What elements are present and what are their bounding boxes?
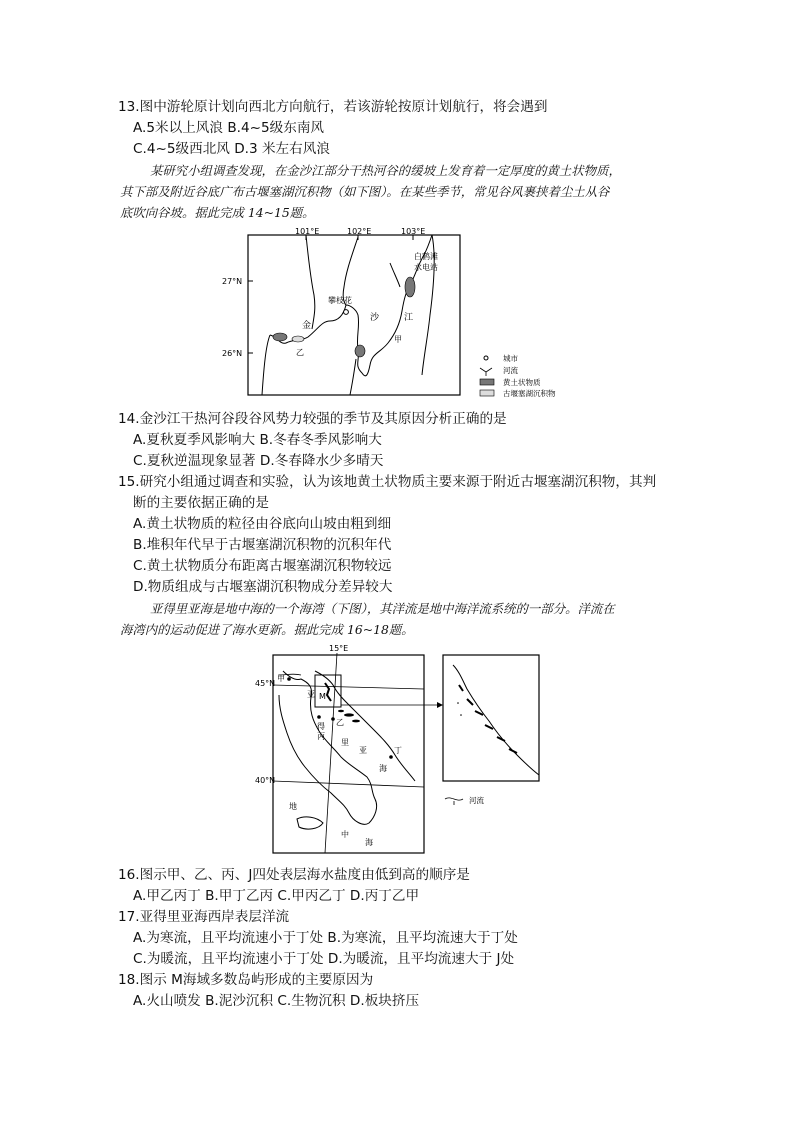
point-ding-icon: [389, 755, 393, 759]
q14-stem: 14.金沙江干热河谷段谷风势力较强的季节及其原因分析正确的是: [118, 411, 507, 427]
label-yi: 乙: [296, 348, 304, 357]
label-de: 得: [317, 722, 325, 731]
q13-options-cd: C.4~5级西北风 D.3 米左右风浪: [133, 141, 330, 157]
tributary-river-5: [262, 335, 270, 395]
intro2-line1: 亚得里亚海是地中海的一个海湾（下图），其洋流是地中海洋流系统的一部分。洋流在: [150, 601, 615, 616]
point-jia-icon: [287, 677, 291, 681]
island: [338, 710, 344, 712]
lon-102: 102°E: [347, 227, 372, 236]
intro1-line1: 某研究小组调查发现，在金沙江部分干热河谷的缓坡上发育着一定厚度的黄土状物质，: [150, 163, 621, 178]
label-ding: 丁: [394, 746, 402, 755]
q13-options-ab: A.5米以上风浪 B.4~5级东南风: [133, 120, 325, 136]
q15-stem: 15.研究小组通过调查和实验，认为该地黄土状物质主要来源于附近古堰塞湖沉积物，其判: [118, 474, 657, 490]
legend-river-icon: [480, 368, 492, 376]
parallel-45: [273, 685, 424, 689]
legend-river: 河流: [469, 796, 484, 805]
label-di: 地: [289, 802, 297, 811]
label-M: M: [319, 692, 326, 701]
label-ya: 亚: [307, 690, 315, 699]
tributary-river-6: [350, 359, 356, 395]
tributary-river-1: [306, 235, 315, 329]
q14-options-ab: A.夏秋夏季风影响大 B.冬春冬季风影响大: [133, 432, 382, 448]
lat-26: 26°N: [222, 349, 243, 358]
label-hai2: 海: [365, 838, 373, 847]
q17-stem: 17.亚得里亚海西岸表层洋流: [118, 909, 290, 925]
q15-option-a: A.黄土状物质的粒径由谷底向山坡由粗到细: [133, 516, 392, 532]
legend-loess-icon: [480, 379, 494, 385]
island: [344, 713, 354, 716]
intro1-line2: 其下部及附近谷底广布古堰塞湖沉积物（如下图）。在某些季节，常见谷风裹挟着尘土从谷: [120, 184, 610, 199]
island: [352, 720, 360, 723]
legend-river: 河流: [503, 366, 518, 375]
label-bing: 丙: [317, 732, 325, 741]
intro1-line3: 底吹向谷坡。据此完成 14~15题。: [120, 205, 315, 220]
tributary-river-3: [390, 263, 400, 287]
sicily-island: [297, 817, 323, 829]
q16-stem: 16.图示甲、乙、丙、J四处表层海水盐度由低到高的顺序是: [118, 867, 470, 883]
legend-loess: 黄土状物质: [503, 378, 541, 387]
loess-patch: [273, 333, 287, 341]
label-zhong: 中: [341, 830, 349, 839]
q15-option-d: D.物质组成与古堰塞湖沉积物成分差异较大: [133, 579, 393, 595]
label-station-2: 水电站: [414, 263, 438, 272]
q17-options-ab: A.为寒流，且平均流速小于丁处 B.为寒流，且平均流速大于丁处: [133, 930, 518, 946]
legend-lake: 古堰塞湖沉积物: [503, 389, 556, 398]
label-sha: 沙: [370, 313, 380, 323]
q15-option-c: C.黄土状物质分布距离古堰塞湖沉积物较远: [133, 558, 392, 574]
label-jia: 甲: [394, 335, 402, 344]
label-station-1: 白鹤滩: [414, 252, 438, 261]
label-panzhihua: 攀枝花: [328, 296, 352, 305]
legend-lake-icon: [480, 390, 494, 396]
legend-city: 城市: [503, 354, 518, 363]
loess-patch: [405, 277, 415, 297]
loess-patch: [355, 345, 365, 357]
label-jiang: 江: [404, 313, 414, 323]
lat-45: 45°N: [255, 679, 276, 688]
q18-stem: 18.图示 M海域多数岛屿形成的主要原因为: [118, 972, 374, 988]
label-li: 里: [341, 738, 349, 747]
lake-sediment-patch: [292, 336, 304, 342]
q15-stem-2: 断的主要依据正确的是: [133, 495, 269, 511]
label-hai: 海: [379, 764, 387, 773]
jinsha-main-river: [270, 235, 432, 376]
legend-river-icon: [445, 798, 463, 805]
intro2-line2: 海湾内的运动促进了海水更新。据此完成 16~18题。: [120, 622, 414, 637]
lon-103: 103°E: [401, 227, 426, 236]
lat-40: 40°N: [255, 776, 276, 785]
label-yi: 乙: [336, 718, 344, 727]
arrow-head-icon: [437, 702, 443, 708]
panzhihua-city-icon: [344, 310, 349, 315]
lon-15: 15°E: [329, 644, 349, 653]
lon-101: 101°E: [295, 227, 320, 236]
point-bing-icon: [317, 715, 321, 719]
tributary-river-2: [343, 237, 358, 305]
q18-options: A.火山喷发 B.泥沙沉积 C.生物沉积 D.板块挤压: [133, 993, 420, 1009]
inset-coastline: [453, 665, 539, 775]
label-jia: 甲: [277, 674, 285, 683]
point-yi-icon: [331, 717, 335, 721]
label-ya2: 亚: [359, 746, 367, 755]
jinsha-river-map: [218, 225, 588, 405]
parallel-40: [273, 781, 424, 787]
q14-options-cd: C.夏秋逆温现象显著 D.冬春降水少多晴天: [133, 453, 384, 469]
q13-stem: 13.图中游轮原计划向西北方向航行，若该游轮按原计划航行，将会遇到: [118, 99, 548, 115]
q15-option-b: B.堆积年代早于古堰塞湖沉积物的沉积年代: [133, 537, 392, 553]
lat-27: 27°N: [222, 277, 243, 286]
label-jin: 金: [302, 321, 312, 331]
q16-options: A.甲乙丙丁 B.甲丁乙丙 C.甲丙乙丁 D.丙丁乙甲: [133, 888, 420, 904]
adriatic-sea-map: [253, 641, 553, 856]
legend-city-icon: [484, 356, 488, 360]
q17-options-cd: C.为暖流，且平均流速小于丁处 D.为暖流，且平均流速大于 J处: [133, 951, 515, 967]
